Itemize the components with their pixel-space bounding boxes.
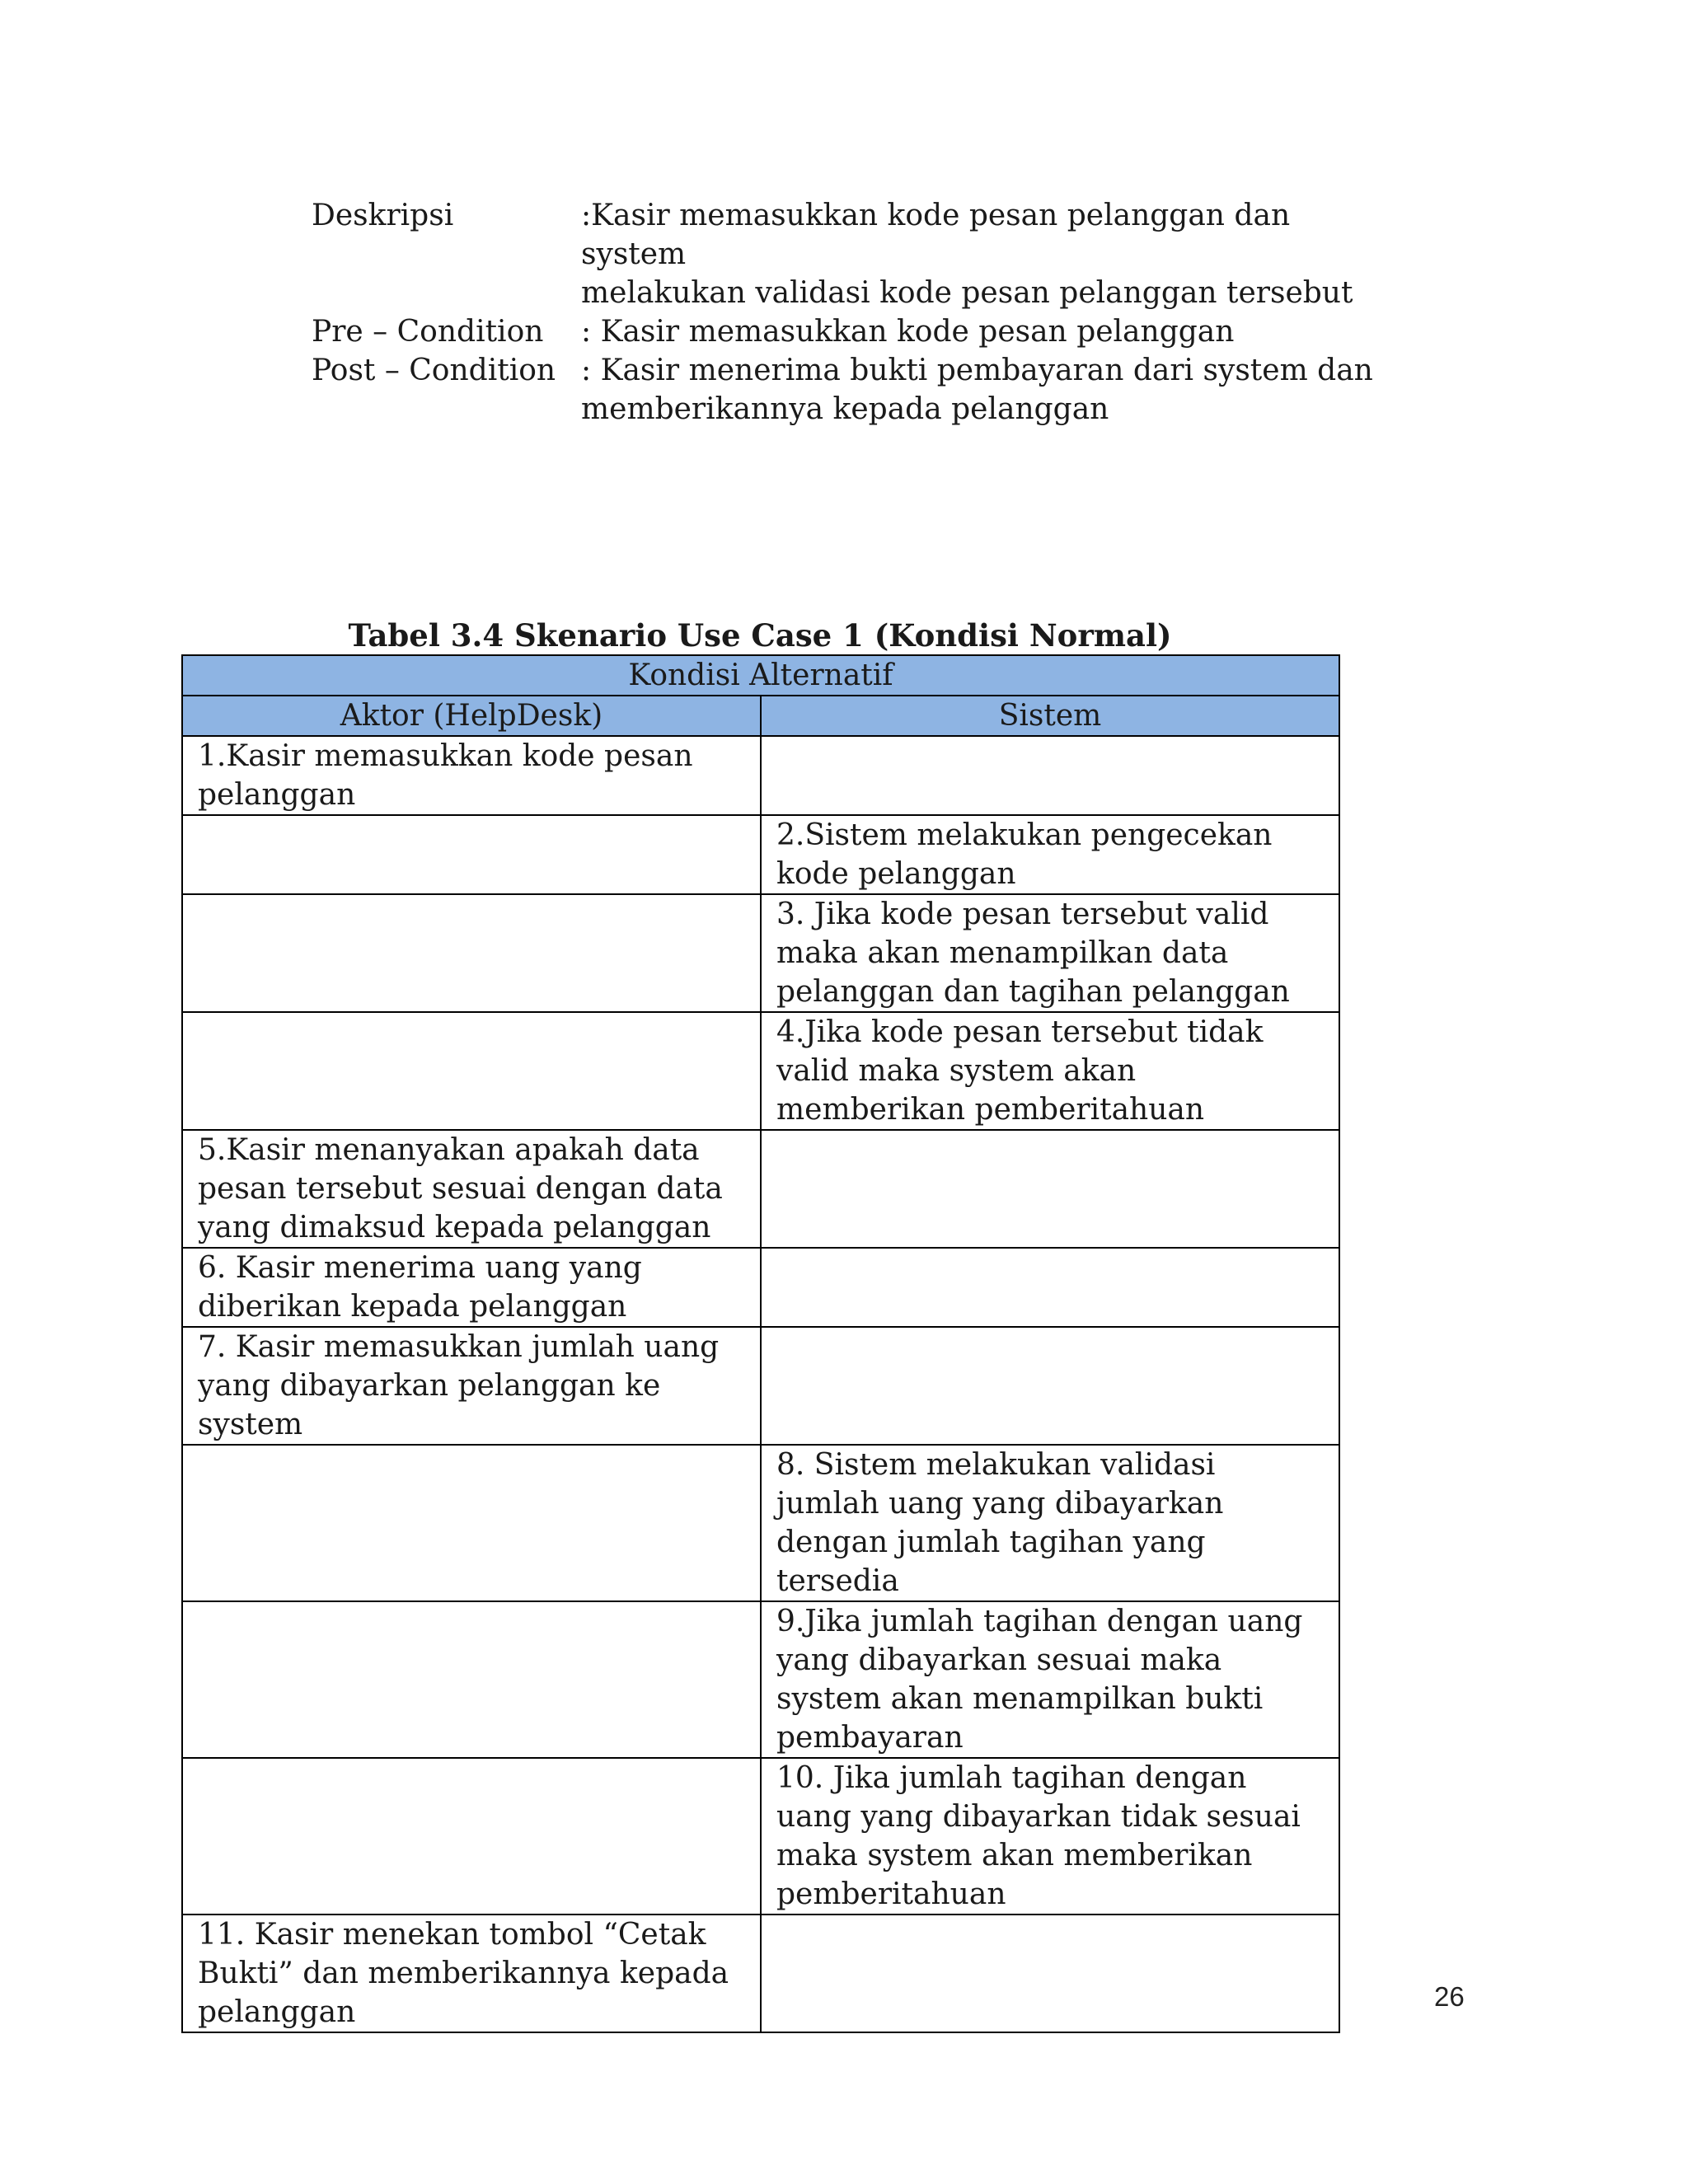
post-condition-row — [312, 351, 1383, 429]
actor-cell: 1.Kasir memasukkan kode pesan pelanggan — [182, 736, 761, 815]
column-header-row — [182, 696, 1339, 736]
page-number: 26 — [1434, 1981, 1465, 2012]
system-cell — [761, 1327, 1339, 1445]
group-header: Kondisi Alternatif — [182, 655, 1339, 696]
system-cell: 9.Jika jumlah tagihan dengan uang yang dibayarkan sesuai maka system akan menampilkan bukti pembayaran — [761, 1601, 1339, 1758]
description-row — [312, 196, 1383, 312]
scenario-table — [181, 654, 1340, 2033]
table-row — [182, 1601, 1339, 1758]
actor-cell — [182, 1601, 761, 1758]
actor-cell — [182, 1758, 761, 1915]
table-caption: Tabel 3.4 Skenario Use Case 1 (Kondisi Normal) — [348, 617, 1172, 654]
system-cell — [761, 1248, 1339, 1327]
table-row — [182, 1445, 1339, 1601]
system-cell: 3. Jika kode pesan tersebut valid maka akan menampilkan data pelanggan dan tagihan pelanggan — [761, 894, 1339, 1012]
table-row — [182, 1248, 1339, 1327]
table-row — [182, 1327, 1339, 1445]
use-case-description — [312, 196, 1383, 429]
actor-cell: 5.Kasir menanyakan apakah data pesan tersebut sesuai dengan data yang dimaksud kepada pelanggan — [182, 1130, 761, 1248]
group-header-row — [182, 655, 1339, 696]
pre-condition-value: : Kasir memasukkan kode pesan pelanggan — [581, 315, 1235, 349]
description-value: :Kasir memasukkan kode pesan pelanggan dan system melakukan validasi kode pesan pelanggan tersebut — [581, 199, 1353, 310]
table-row — [182, 894, 1339, 1012]
system-cell: 4.Jika kode pesan tersebut tidak valid maka system akan memberikan pemberitahuan — [761, 1012, 1339, 1130]
table-row — [182, 1758, 1339, 1915]
system-cell: 10. Jika jumlah tagihan dengan uang yang dibayarkan tidak sesuai maka system akan memberikan pemberitahuan — [761, 1758, 1339, 1915]
actor-cell: 11. Kasir menekan tombol “Cetak Bukti” dan memberikannya kepada pelanggan — [182, 1915, 761, 2032]
system-cell — [761, 736, 1339, 815]
post-condition-value: : Kasir menerima bukti pembayaran dari system dan memberikannya kepada pelanggan — [581, 354, 1373, 426]
table-row — [182, 1915, 1339, 2032]
actor-cell — [182, 1012, 761, 1130]
system-cell: 2.Sistem melakukan pengecekan kode pelanggan — [761, 815, 1339, 894]
column-header-actor: Aktor (HelpDesk) — [182, 696, 761, 736]
system-cell: 8. Sistem melakukan validasi jumlah uang yang dibayarkan dengan jumlah tagihan yang tersedia — [761, 1445, 1339, 1601]
actor-cell: 6. Kasir menerima uang yang diberikan kepada pelanggan — [182, 1248, 761, 1327]
table-row — [182, 815, 1339, 894]
actor-cell: 7. Kasir memasukkan jumlah uang yang dibayarkan pelanggan ke system — [182, 1327, 761, 1445]
actor-cell — [182, 815, 761, 894]
description-label: Deskripsi — [312, 199, 454, 232]
actor-cell — [182, 894, 761, 1012]
pre-condition-row — [312, 312, 1383, 351]
actor-cell — [182, 1445, 761, 1601]
pre-condition-label: Pre – Condition — [312, 315, 544, 349]
system-cell — [761, 1915, 1339, 2032]
post-condition-label: Post – Condition — [312, 354, 556, 387]
table-row — [182, 1130, 1339, 1248]
column-header-system: Sistem — [761, 696, 1339, 736]
table-row — [182, 1012, 1339, 1130]
table-row — [182, 736, 1339, 815]
system-cell — [761, 1130, 1339, 1248]
